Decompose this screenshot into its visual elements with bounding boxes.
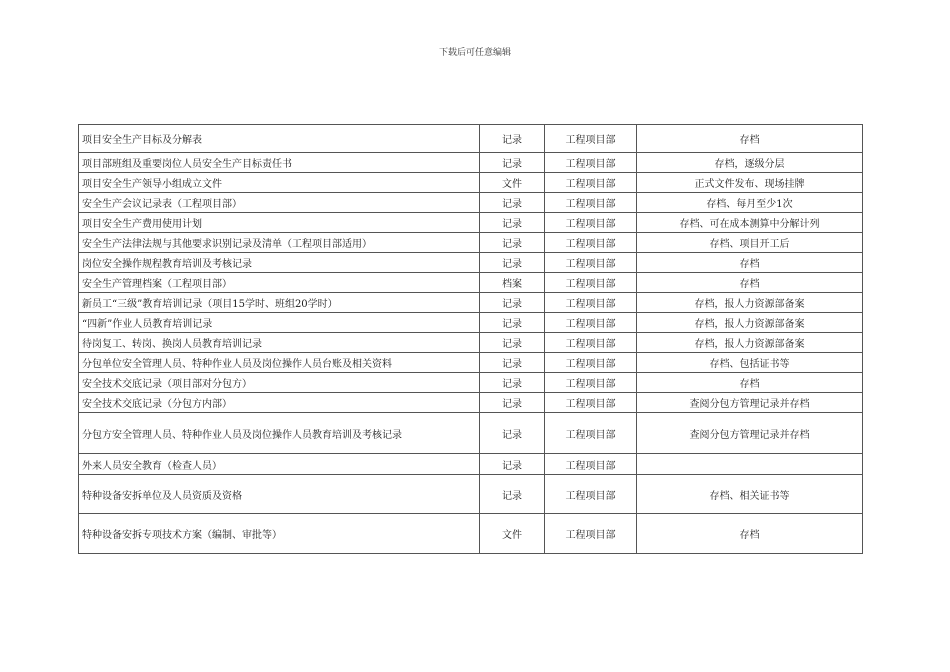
record-note: 存档、包括证书等 — [637, 353, 863, 373]
record-type: 记录 — [480, 454, 545, 475]
record-type: 记录 — [480, 475, 545, 514]
record-note: 存档、可在成本测算中分解计列 — [637, 213, 863, 233]
record-name: 外来人员安全教育（检查人员） — [79, 454, 480, 475]
record-department: 工程项目部 — [545, 333, 637, 353]
record-department: 工程项目部 — [545, 353, 637, 373]
record-name: 项目部班组及重要岗位人员安全生产目标责任书 — [79, 153, 480, 173]
record-name: 分包方安全管理人员、特种作业人员及岗位操作人员教育培训及考核记录 — [79, 413, 480, 454]
table-row — [79, 454, 863, 475]
record-department: 工程项目部 — [545, 475, 637, 514]
table-row — [79, 514, 863, 554]
table-row — [79, 373, 863, 393]
record-type: 文件 — [480, 173, 545, 193]
record-department: 工程项目部 — [545, 454, 637, 475]
record-department: 工程项目部 — [545, 413, 637, 454]
record-type: 记录 — [480, 213, 545, 233]
record-type: 记录 — [480, 353, 545, 373]
record-name: 特种设备安拆专项技术方案（编制、审批等） — [79, 514, 480, 554]
record-name: 安全技术交底记录（项目部对分包方） — [79, 373, 480, 393]
record-note: 存档、每月至少1次 — [637, 193, 863, 213]
record-department: 工程项目部 — [545, 213, 637, 233]
table-row — [79, 353, 863, 373]
record-department: 工程项目部 — [545, 233, 637, 253]
record-type: 记录 — [480, 393, 545, 413]
records-table — [78, 124, 863, 554]
record-type: 记录 — [480, 333, 545, 353]
table-row — [79, 193, 863, 213]
record-note: 查阅分包方管理记录并存档 — [637, 393, 863, 413]
table-row — [79, 273, 863, 293]
record-note: 存档 — [637, 253, 863, 273]
record-type: 文件 — [480, 514, 545, 554]
table-row — [79, 153, 863, 173]
record-department: 工程项目部 — [545, 153, 637, 173]
record-name: 项目安全生产目标及分解表 — [79, 125, 480, 153]
record-department: 工程项目部 — [545, 514, 637, 554]
record-department: 工程项目部 — [545, 273, 637, 293]
record-department: 工程项目部 — [545, 173, 637, 193]
table-row — [79, 333, 863, 353]
record-name: 安全生产管理档案（工程项目部） — [79, 273, 480, 293]
page-header-note: 下载后可任意编辑 — [438, 48, 511, 58]
record-name: 新员工“三级”教育培训记录（项目15学时、班组20学时） — [79, 293, 480, 313]
record-type: 记录 — [480, 125, 545, 153]
record-department: 工程项目部 — [545, 393, 637, 413]
record-department: 工程项目部 — [545, 373, 637, 393]
record-type: 记录 — [480, 153, 545, 173]
record-type: 记录 — [480, 313, 545, 333]
record-name: 安全技术交底记录（分包方内部） — [79, 393, 480, 413]
record-name: “四新”作业人员教育培训记录 — [79, 313, 480, 333]
record-note: 存档、项目开工后 — [637, 233, 863, 253]
record-note: 正式文件发布、现场挂牌 — [637, 173, 863, 193]
record-department: 工程项目部 — [545, 253, 637, 273]
table-row — [79, 173, 863, 193]
record-department: 工程项目部 — [545, 313, 637, 333]
record-name: 项目安全生产费用使用计划 — [79, 213, 480, 233]
table-row — [79, 125, 863, 153]
record-note: 存档，报人力资源部备案 — [637, 313, 863, 333]
record-type: 记录 — [480, 253, 545, 273]
table-row — [79, 253, 863, 273]
table-row — [79, 293, 863, 313]
record-name: 特种设备安拆单位及人员资质及资格 — [79, 475, 480, 514]
record-note: 存档、相关证书等 — [637, 475, 863, 514]
record-name: 分包单位安全管理人员、特种作业人员及岗位操作人员台账及相关资料 — [79, 353, 480, 373]
record-note: 存档 — [637, 373, 863, 393]
record-department: 工程项目部 — [545, 193, 637, 213]
record-department: 工程项目部 — [545, 125, 637, 153]
records-table-body — [79, 125, 863, 554]
table-row — [79, 233, 863, 253]
table-row — [79, 413, 863, 454]
record-note: 存档，报人力资源部备案 — [637, 333, 863, 353]
record-type: 记录 — [480, 233, 545, 253]
record-note: 存档 — [637, 273, 863, 293]
record-note: 存档，报人力资源部备案 — [637, 293, 863, 313]
record-name: 项目安全生产领导小组成立文件 — [79, 173, 480, 193]
record-note: 存档 — [637, 125, 863, 153]
record-type: 记录 — [480, 373, 545, 393]
record-type: 档案 — [480, 273, 545, 293]
record-department: 工程项目部 — [545, 293, 637, 313]
record-type: 记录 — [480, 413, 545, 454]
record-name: 安全生产会议记录表（工程项目部） — [79, 193, 480, 213]
record-note: 存档 — [637, 514, 863, 554]
record-name: 待岗复工、转岗、换岗人员教育培训记录 — [79, 333, 480, 353]
table-row — [79, 213, 863, 233]
record-note: 查阅分包方管理记录并存档 — [637, 413, 863, 454]
record-note — [637, 454, 863, 475]
table-row — [79, 475, 863, 514]
table-row — [79, 393, 863, 413]
record-name: 岗位安全操作规程教育培训及考核记录 — [79, 253, 480, 273]
table-row — [79, 313, 863, 333]
record-type: 记录 — [480, 193, 545, 213]
record-type: 记录 — [480, 293, 545, 313]
record-note: 存档，逐级分层 — [637, 153, 863, 173]
record-name: 安全生产法律法规与其他要求识别记录及清单（工程项目部适用） — [79, 233, 480, 253]
